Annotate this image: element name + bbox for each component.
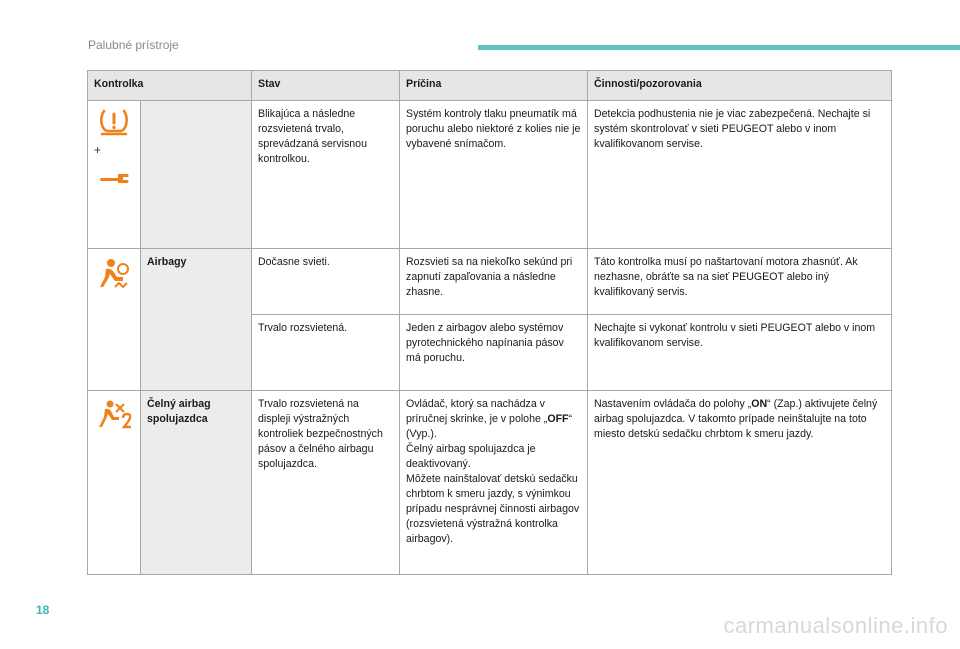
cinnosti-cell (588, 391, 892, 575)
stav-cell: Trvalo rozsvietená. (252, 315, 400, 391)
column-header-kontrolka: Kontrolka (88, 71, 252, 101)
pricina-cell (400, 391, 588, 575)
stav-cell: Dočasne svieti. (252, 249, 400, 315)
stav-cell: Trvalo rozsvietená na displeji výstražných kontroliek bezpečnostných pásov a čelného airbagu spolujazdca. (252, 391, 400, 575)
table-header-row (88, 71, 892, 101)
table-row (88, 249, 892, 315)
pricina-text: Ovládač, ktorý sa nachádza v príručnej skrinke, je v polohe „ (406, 398, 548, 425)
pricina-text: “ (Vyp.). (406, 413, 573, 440)
airbag-warning-icon (97, 257, 131, 289)
off-keyword: OFF (547, 413, 569, 425)
page-number: 18 (36, 603, 50, 617)
column-header-cinnosti: Činnosti/pozorovania (588, 71, 892, 101)
stav-cell: Blikajúca a následne rozsvietená trvalo, sprevádzaná servisnou kontrolkou. (252, 101, 400, 249)
pricina-cell: Systém kontroly tlaku pneumatík má poruchu alebo niektoré z kolies nie je vybavené snímačom. (400, 101, 588, 249)
column-header-stav: Stav (252, 71, 400, 101)
light-name-cell: Airbagy (141, 249, 252, 391)
icon-cell (88, 101, 141, 249)
watermark: carmanualsonline.info (723, 613, 948, 638)
table-row (88, 391, 892, 575)
pricina-text: Čelný airbag spolujazdca je deaktivovaný. (406, 443, 536, 470)
wrench-service-icon (98, 166, 130, 186)
table-row (88, 101, 892, 249)
icon-cell (88, 391, 141, 575)
section-title: Palubné prístroje (88, 38, 179, 52)
cinnosti-cell: Nechajte si vykonať kontrolu v sieti PEUGEOT alebo v inom kvalifikovanom servise. (588, 315, 892, 391)
section-accent-bar (478, 45, 960, 50)
on-keyword: ON (751, 398, 768, 410)
light-name-cell: Čelný airbag spolujazdca (141, 391, 252, 575)
cinnosti-text: “ (Zap.) aktivujete čelný airbag spolujazdca. V takomto prípade neinštalujte na toto miesto detskú sedačku chrbtom k smeru jazdy. (594, 398, 878, 440)
icon-cell (88, 249, 141, 391)
warning-lights-table (87, 70, 892, 575)
column-header-pricina: Príčina (400, 71, 588, 101)
plus-sign: + (94, 143, 102, 157)
cinnosti-cell: Detekcia podhustenia nie je viac zabezpečená. Nechajte si systém skontrolovať v sieti PEUGEOT alebo v inom kvalifikovanom servise. (588, 101, 892, 249)
pricina-cell: Rozsvieti sa na niekoľko sekúnd pri zapnutí zapaľovania a následne zhasne. (400, 249, 588, 315)
pricina-cell: Jeden z airbagov alebo systémov pyrotechnického napínania pásov má poruchu. (400, 315, 588, 391)
light-name-cell (141, 101, 252, 249)
cinnosti-text: Nastavením ovládača do polohy „ (594, 398, 752, 410)
tire-pressure-warning-icon (98, 107, 130, 137)
passenger-airbag-off-icon (96, 399, 132, 431)
pricina-text: Môžete nainštalovať detskú sedačku chrbtom k smeru jazdy, s výnimkou prípadu nesprávnej činnosti airbagov (rozsvietená výstražná kontrolka airbagov). (406, 473, 580, 545)
cinnosti-cell: Táto kontrolka musí po naštartovaní motora zhasnúť. Ak nezhasne, obráťte sa na sieť PEUGEOT alebo iný kvalifikovaný servis. (588, 249, 892, 315)
